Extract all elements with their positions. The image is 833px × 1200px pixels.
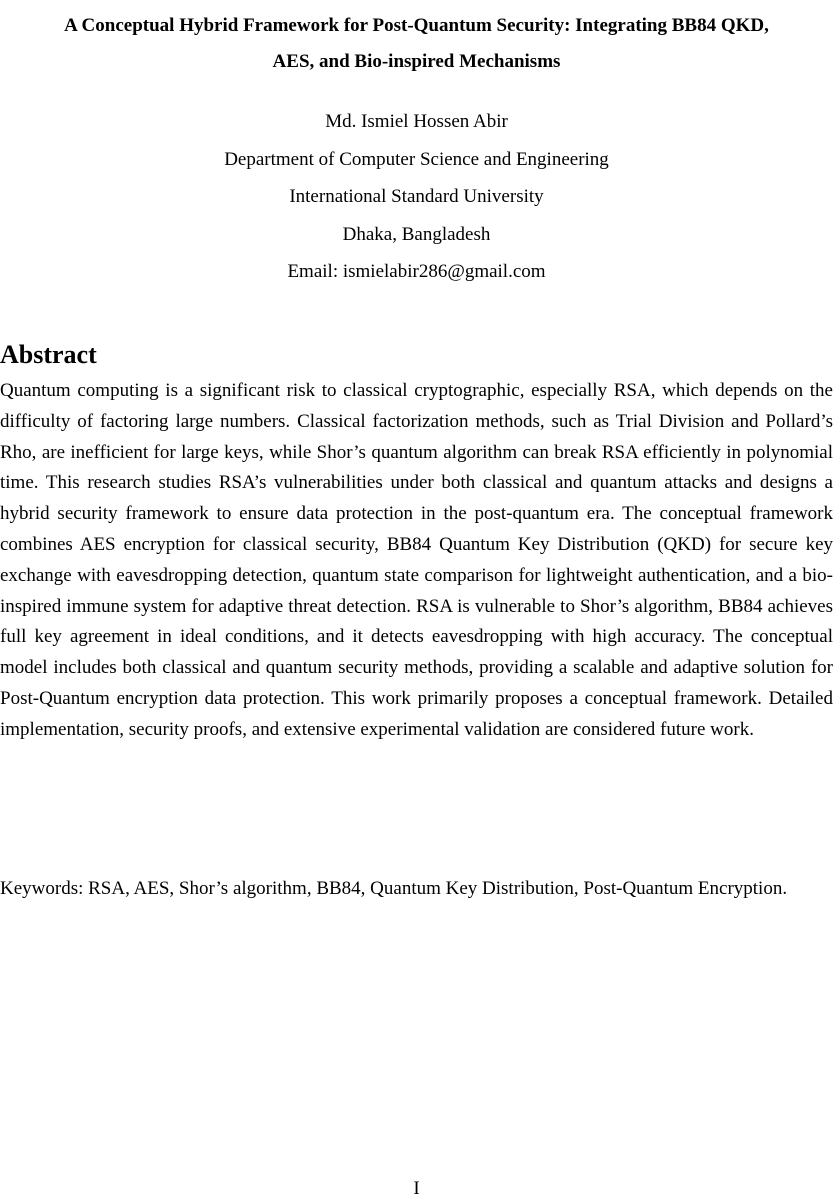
page-number: I: [413, 1178, 420, 1199]
author-name: Md. Ismiel Hossen Abir: [325, 111, 508, 132]
abstract-text: Quantum computing is a significant risk to classical cryptographic, especially RSA, which depends on the difficulty of factoring large numbers. Classical factorization methods, such as Trial Division and Pollard’s Rho, are inefficient for large keys, while Shor’s quantum algorithm can break RSA efficiently in polynomial time. This research studies RSA’s vulnerabilities under both classical and quantum attacks and designs a hybrid security framework to ensure data protection in the post-quantum era. The conceptual framework combines AES encryption for classical security, BB84 Quantum Key Distribution (QKD) for secure key exchange with eavesdropping detection, quantum state comparison for lightweight authentication, and a bio-inspired immune system for adaptive threat detection. RSA is vulnerable to Shor’s algorithm, BB84 achieves full key agreement in ideal conditions, and it detects eavesdropping with high accuracy. The conceptual model includes both classical and quantum security methods, providing a scalable and adaptive solution for Post-Quantum encryption data protection. This work primarily proposes a conceptual framework. Detailed implementation, security proofs, and extensive experimental validation are considered future work.: [0, 380, 833, 740]
author-department: Department of Computer Science and Engineering: [224, 148, 609, 170]
author-block: [0, 103, 833, 291]
paper-title-line-1: A Conceptual Hybrid Framework for Post-Quantum Security: Integrating BB84 QKD,: [64, 15, 769, 36]
author-university: International Standard University: [289, 186, 544, 207]
author-email: Email: ismielabir286@gmail.com: [287, 261, 546, 282]
keywords: Keywords: RSA, AES, Shor’s algorithm, BB84, Quantum Key Distribution, Post-Quantum Encryption.: [0, 878, 788, 899]
author-location: Dhaka, Bangladesh: [342, 223, 491, 245]
abstract-heading: Abstract: [0, 340, 97, 369]
paper-title: [0, 8, 833, 80]
paper-title-line-2: AES, and Bio-inspired Mechanisms: [272, 51, 561, 72]
